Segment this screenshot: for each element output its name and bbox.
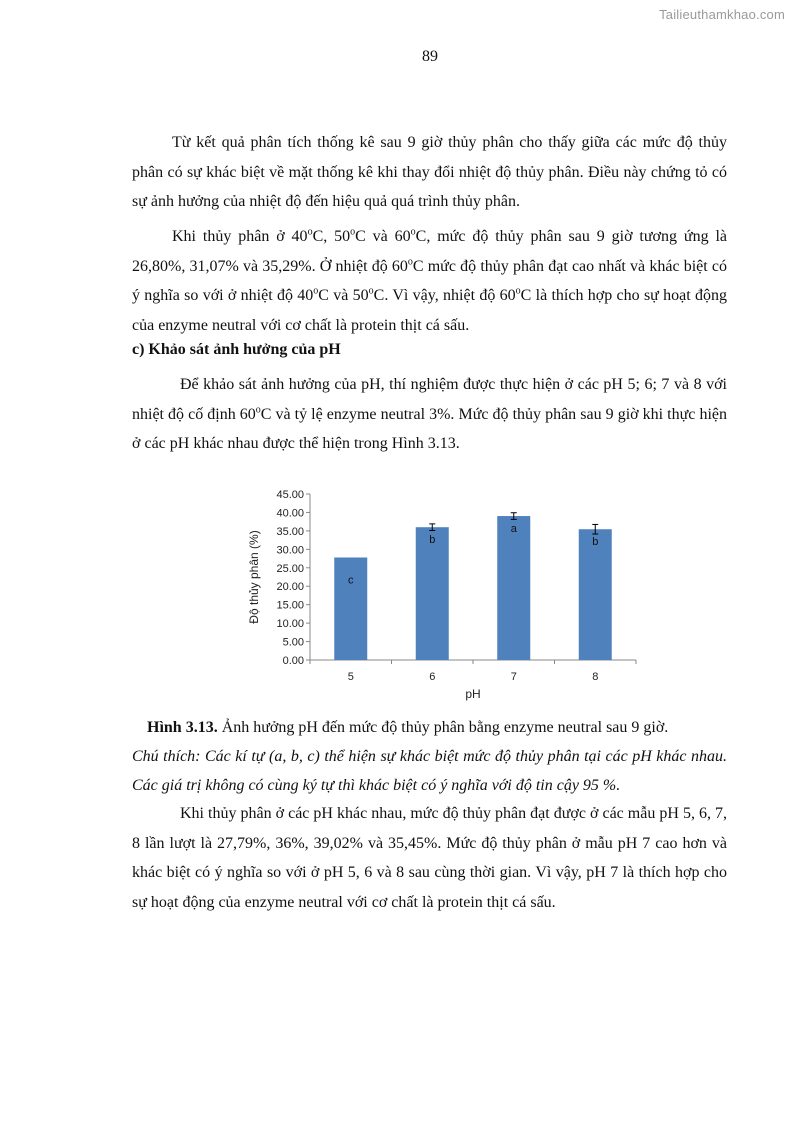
- significance-letter: c: [348, 574, 354, 587]
- y-tick-label: 25.00: [276, 562, 304, 575]
- y-tick-label: 10.00: [276, 618, 304, 631]
- paragraph-ph-results: Khi thủy phân ở các pH khác nhau, mức độ thủy phân đạt được ở các mẫu pH 5, 6, 7, 8 lần lượt là 27,79%, 36%, 39,02% và 35,45%. Mức độ thủy phân ở mẫu pH 7 cao hơn và khác biệt có ý nghĩa so với ở pH 5, 6 và 8 sau cùng thời gian. Vì vậy, pH 7 là thích hợp cho sự hoạt động của enzyme neutral với cơ chất là protein thịt cá sấu.: [132, 805, 727, 911]
- y-tick-label: 15.00: [276, 599, 304, 612]
- paragraph-temperature-stats: Từ kết quả phân tích thống kê sau 9 giờ thủy phân cho thấy giữa các mức độ thủy phân có sự khác biệt về mặt thống kê khi thay đổi nhiệt độ thủy phân. Điều này chứng tỏ có sự ảnh hưởng của nhiệt độ đến hiệu quả quá trình thủy phân.: [132, 134, 727, 210]
- bar-ph-5: [334, 557, 367, 660]
- x-axis-title: pH: [465, 687, 481, 701]
- figure-caption: [132, 713, 727, 800]
- y-tick-label: 5.00: [282, 636, 304, 649]
- y-tick-label: 40.00: [276, 507, 304, 520]
- significance-letter: b: [592, 536, 599, 549]
- x-tick-label: 7: [510, 671, 517, 683]
- y-tick-label: 30.00: [276, 544, 304, 557]
- paragraph-ph-method: Để khảo sát ảnh hưởng của pH, thí nghiệm được thực hiện ở các pH 5; 6; 7 và 8 với nhiệt độ cố định 60$^o$C và tỷ lệ enzyme neutral 3%. Mức độ thủy phân sau 9 giờ khi thực hiện ở các pH khác nhau được thể hiện trong Hình 3.13.: [132, 376, 727, 452]
- y-tick-label: 0.00: [282, 655, 304, 667]
- y-tick-label: 45.00: [276, 489, 304, 501]
- x-tick-label: 8: [592, 671, 599, 683]
- y-axis-title: Độ thủy phân (%): [247, 530, 261, 624]
- y-tick-label: 20.00: [276, 581, 304, 594]
- x-tick-label: 6: [429, 671, 436, 683]
- caption-note: Chú thích: Các kí tự (a, b, c) thể hiện sự khác biệt mức độ thủy phân tại các pH khác nhau. Các giá trị không có cùng ký tự thì khác biệt có ý nghĩa với độ tin cậy 95 %.: [132, 748, 727, 794]
- ph-bar-chart: [238, 480, 648, 705]
- bar-ph-7: [497, 516, 530, 660]
- significance-letter: a: [510, 523, 517, 536]
- paragraph-temperature-results: Khi thủy phân ở 40$^o$C, 50$^o$C và 60$^o$C, mức độ thủy phân sau 9 giờ tương ứng là 26,80%, 31,07% và 35,29%. Ở nhiệt độ 60$^o$C mức độ thủy phân đạt cao nhất và khác biệt có ý nghĩa so với ở nhiệt độ 40$^o$C và 50$^o$C. Vì vậy, nhiệt độ 60$^o$C là thích hợp cho sự hoạt động của enzyme neutral với cơ chất là protein thịt cá sấu.: [132, 226, 728, 334]
- caption-label: Hình 3.13.: [147, 719, 218, 736]
- page-number: 89: [422, 48, 438, 65]
- bar-ph-8: [579, 529, 612, 660]
- significance-letter: b: [429, 534, 436, 547]
- bar-ph-6: [416, 527, 449, 660]
- caption-text: Ảnh hưởng pH đến mức độ thủy phân bằng enzyme neutral sau 9 giờ.: [217, 719, 669, 736]
- section-heading-ph: c) Khảo sát ảnh hưởng của pH: [132, 341, 341, 358]
- x-tick-label: 5: [347, 671, 354, 683]
- y-tick-label: 35.00: [276, 525, 304, 538]
- watermark: Tailieuthamkhao.com: [659, 7, 785, 22]
